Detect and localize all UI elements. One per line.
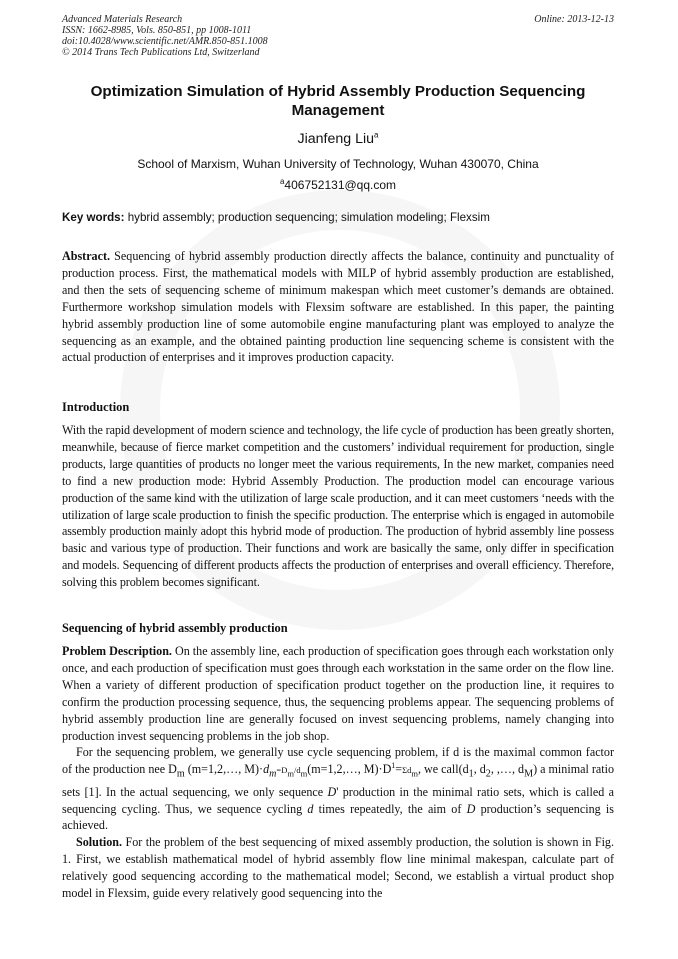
p2-sub-m2: m — [269, 768, 277, 780]
p2-text-h: , d — [473, 762, 486, 777]
p2-text-n: production’s sequencing is achieved. — [62, 801, 614, 833]
p2-text-g: , we call(d — [417, 762, 469, 777]
p2-text-a: For the sequencing problem, we generally use cycle sequencing problem, if d is the maximal common factor of the production nee D — [62, 745, 614, 777]
author-sup: a — [374, 130, 379, 140]
abstract-label: Abstract. — [62, 249, 111, 263]
p2-d: d — [307, 801, 314, 816]
problem-description-text: On the assembly line, each production of specification goes through each workstation only once, and each production of specification must goes through each workstation in the same order on the flow line. When a variety of different production of specification product together on the production line, it requires to confirm the production processing sequence, thus, the sequencing problems appear. The sequencing problems of hybrid assembly production line are generally focused on invest sequencing problems, namely changing into production invest sequencing problems in the job shop. — [62, 644, 614, 743]
p2-text-c: =D — [276, 765, 288, 776]
section-heading-introduction: Introduction — [62, 400, 130, 414]
p2-D: D — [327, 784, 337, 799]
p2-text-i: , ,…, d — [490, 762, 525, 777]
p2-text-b: (m=1,2,…, M)· — [184, 762, 264, 777]
solution-label: Solution. — [76, 835, 123, 850]
p2-sub-2: 2 — [485, 768, 491, 780]
email-line — [62, 178, 614, 192]
sequencing-section — [62, 643, 614, 902]
p2-sub-1: 1 — [468, 768, 474, 780]
p2-sub-m5: m — [411, 768, 418, 779]
keywords-label: Key words: — [62, 211, 125, 224]
p2-D2: D — [466, 801, 476, 816]
solution-paragraph — [62, 834, 614, 902]
p2-text-e: (m=1,2,…, M)·D — [307, 762, 392, 777]
p2-dm: d — [263, 762, 270, 777]
introduction-text: With the rapid development of modern science and technology, the life cycle of production has been greatly shorten, meanwhile, because of fierce market competition and the customers’ individual requirement for production, single products, large quantities of products no longer meet the various requirements, In the new market, companies need to find a new production mode: Hybrid Assembly Production. The production model can encourage various production of the same kind with the utilization of large scale production, and it can meet customers ‘needs with the utilization of large scale production to finish the specific production. The enterprise which is engaged in automobile assembly production mainly adopt this hybrid mode of production. The production of hybrid assembly line possess basic and various type of production. Their functions and work are basically the same, only differ in specification and models. Sequencing of different products affects the production of enterprises and overall efficiency. Therefore, solving this problem becomes significant. — [62, 423, 614, 590]
solution-text: For the problem of the best sequencing of mixed assembly production, the solution is shown in Fig. 1. First, we establish mathematical model of hybrid assembly flow line minimal makespan, calculate part of relatively good sequencing according to the mathematical model; Second, we establish a virtual product shop model in Flexsim, guide every relatively good sequencing into the — [62, 835, 614, 901]
journal-header — [62, 14, 614, 58]
p2-text-f: = — [395, 762, 403, 777]
problem-description-paragraph — [62, 643, 614, 744]
email-address: 406752131@qq.com — [284, 178, 397, 192]
abstract-text: Sequencing of hybrid assembly production directly affects the balance, continuity and punctuality of production process. First, the mathematical models with MILP of hybrid assembly production are established, and then the sets of sequencing scheme of minimum makespan which meet customer’s demands are obtained. Furthermore workshop simulation models with Flexsim software are established. In this paper, the painting hybrid assembly production line of some automobile engine manufacturing plant was employed to analyze the sequencing as an example, and the obtained painting production line sequencing scheme is consistent with the actual production of enterprises and it improves production capacity. — [62, 249, 614, 365]
p2-sup-1: 1 — [391, 761, 396, 771]
p2-text-j: ) a minimal ratio sets [1]. In the actual sequencing, we only sequence — [62, 762, 615, 799]
issn-line: ISSN: 1662-8985, Vols. 850-851, pp 1008-1011 — [62, 25, 252, 36]
cycle-sequencing-paragraph — [62, 744, 614, 834]
online-date: Online: 2013-12-13 — [534, 14, 614, 25]
keywords-text: hybrid assembly; production sequencing; simulation modeling; Flexsim — [124, 211, 490, 224]
doi-line: doi:10.4028/www.scientific.net/AMR.850-851.1008 — [62, 36, 268, 47]
p2-sub-m4: m — [300, 768, 308, 779]
copyright-line: © 2014 Trans Tech Publications Ltd, Switzerland — [62, 47, 260, 58]
problem-description-label: Problem Description. — [62, 644, 172, 658]
p2-text-d: /d — [293, 765, 301, 776]
p2-sub-m: m — [176, 768, 185, 780]
abstract — [62, 248, 614, 366]
p2-sub-M: M — [524, 768, 534, 780]
section-heading-sequencing: Sequencing of hybrid assembly production — [62, 621, 288, 635]
author-name: Jianfeng Liu — [297, 131, 375, 147]
p2-text-k: ' production in the minimal ratio sets, which is called a sequencing cycling. Thus, we sequence cycling — [62, 784, 614, 816]
paper-title: Optimization Simulation of Hybrid Assembly Production Sequencing Management — [90, 83, 586, 119]
p2-sub-m3: m — [287, 768, 294, 779]
affiliation: School of Marxism, Wuhan University of Technology, Wuhan 430070, China — [137, 157, 539, 171]
email-sup: a — [279, 177, 285, 186]
p2-sum: Σd — [402, 765, 412, 776]
journal-name: Advanced Materials Research — [62, 14, 183, 25]
author-line — [62, 131, 614, 147]
keywords — [62, 211, 614, 224]
p2-text-l: times repeatedly, the aim of — [313, 801, 467, 816]
